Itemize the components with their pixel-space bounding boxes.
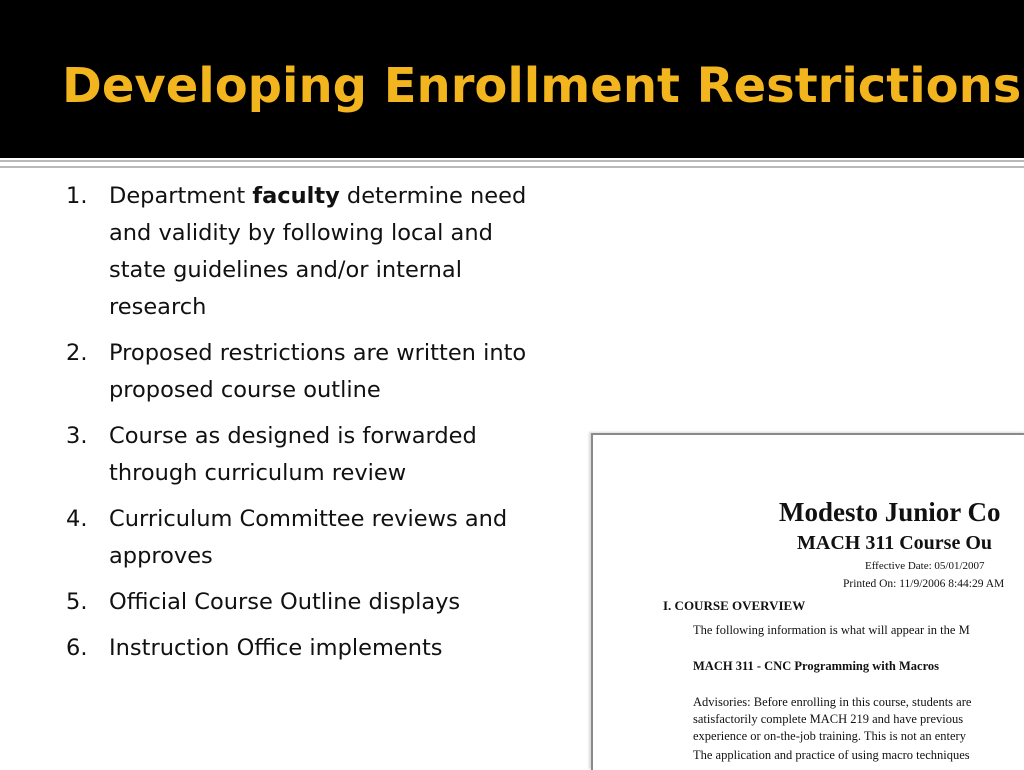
course-outline-document: [591, 433, 1024, 770]
step-text: Department faculty determine need and validity by following local and state guidelines and/or internal research: [109, 183, 527, 320]
document-line: Advisories: Before enrolling in this course, students are: [693, 695, 972, 709]
document-section-heading: I. COURSE OVERVIEW: [663, 598, 806, 613]
divider-line: [0, 166, 1024, 168]
step-text: Proposed restrictions are written into proposed course outline: [109, 340, 527, 403]
step-number: 6.: [66, 635, 88, 661]
step-number: 1.: [66, 183, 88, 209]
document-effective-date: Effective Date: 05/01/2007: [865, 560, 985, 572]
list-item: [66, 630, 546, 667]
document-college-name: Modesto Junior Co: [779, 497, 1001, 527]
step-text: Official Course Outline displays: [109, 589, 461, 615]
step-number: 5.: [66, 589, 88, 615]
list-item: [66, 584, 546, 621]
document-line: satisfactorily complete MACH 219 and have previous: [693, 712, 964, 726]
step-text: Instruction Office implements: [109, 635, 443, 661]
document-course-heading: MACH 311 - CNC Programming with Macros: [693, 659, 940, 673]
list-item: [66, 335, 546, 409]
step-number: 2.: [66, 340, 88, 366]
divider-line: [0, 160, 1024, 162]
step-number: 3.: [66, 423, 88, 449]
document-course-title: MACH 311 Course Ou: [797, 532, 992, 554]
list-item: [66, 418, 546, 492]
emphasis: faculty: [252, 183, 340, 209]
document-line: experience or on-the-job training. This is not an entery: [693, 729, 966, 743]
list-item: [66, 501, 546, 575]
document-intro: The following information is what will appear in the M: [693, 623, 970, 637]
steps-list: [66, 178, 546, 676]
step-number: 4.: [66, 506, 88, 532]
document-line: The application and practice of using macro techniques: [693, 748, 970, 762]
title-bar: [0, 0, 1024, 158]
step-text: Curriculum Committee reviews and approves: [109, 506, 508, 569]
list-item: [66, 178, 546, 326]
slide-title: Developing Enrollment Restrictions: [62, 58, 1022, 114]
step-text: Course as designed is forwarded through curriculum review: [109, 423, 477, 486]
document-printed-date: Printed On: 11/9/2006 8:44:29 AM: [843, 578, 1005, 590]
